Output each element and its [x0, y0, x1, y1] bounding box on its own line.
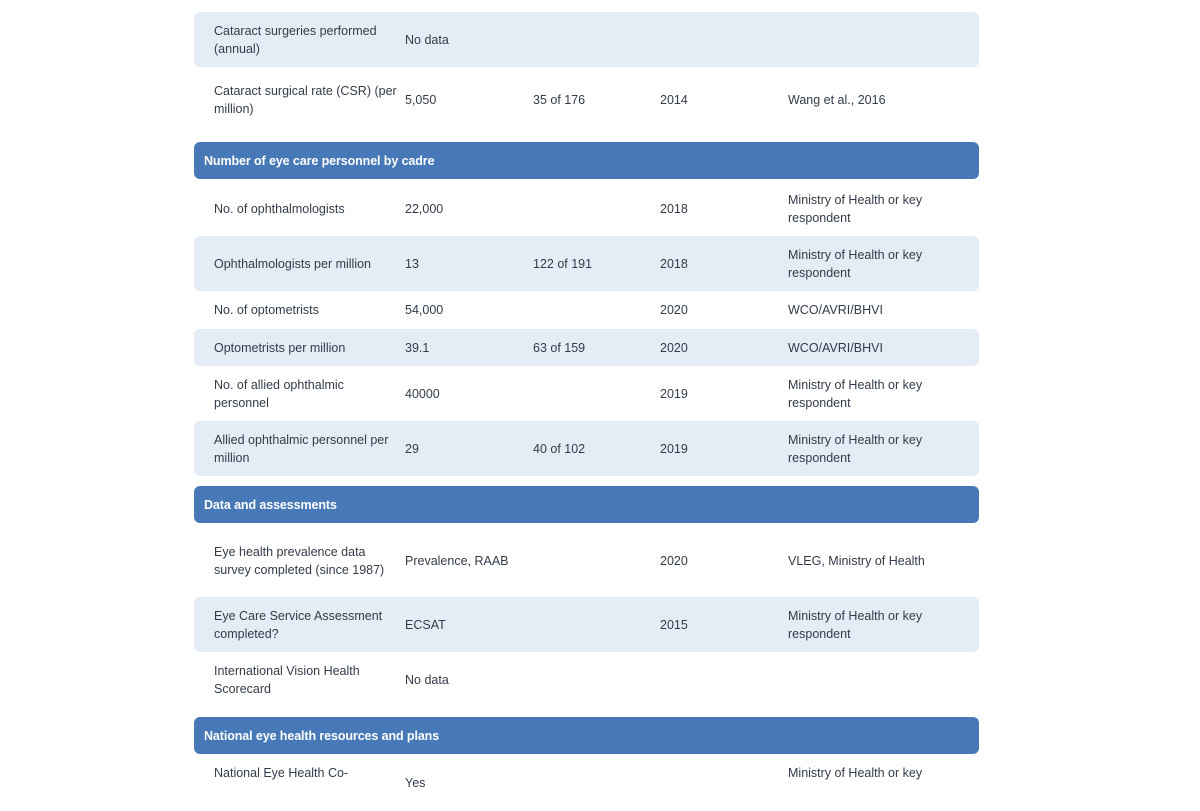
row-label: No. of allied ophthalmic personnel — [214, 377, 344, 410]
row-value: 22,000 — [405, 201, 444, 216]
row-year: 2015 — [660, 617, 688, 632]
row-value: 54,000 — [405, 303, 444, 317]
row-label: Eye health prevalence data survey completed (since 1987) — [214, 545, 385, 577]
table-row — [194, 12, 979, 67]
table-row — [194, 291, 979, 329]
table-row — [194, 652, 979, 707]
row-value: Prevalence, RAAB — [405, 554, 509, 568]
row-source: WCO/AVRI/BHVI — [788, 303, 883, 317]
row-source: Ministry of Health or key respondent — [788, 432, 923, 465]
row-value: 39.1 — [405, 340, 430, 355]
row-year: 2020 — [660, 554, 688, 568]
section-header-national-plans: National eye health resources and plans — [194, 717, 979, 754]
table-row — [194, 329, 979, 366]
row-year: 2019 — [660, 441, 688, 456]
eye-health-data-table — [194, 12, 979, 811]
row-rank: 40 of 102 — [533, 441, 586, 456]
row-label: National Eye Health Co- — [214, 766, 349, 780]
row-label: Optometrists per million — [214, 340, 346, 355]
row-label: Eye Care Service Assessment completed? — [214, 608, 383, 641]
row-source: Ministry of Health or key — [788, 766, 923, 780]
table-row — [194, 181, 979, 236]
row-label: No. of ophthalmologists — [214, 201, 345, 216]
row-year: 2018 — [660, 256, 688, 271]
row-value: 5,050 — [405, 92, 437, 107]
section-header-data-assessments: Data and assessments — [194, 486, 979, 523]
table-row — [194, 236, 979, 291]
row-source: Ministry of Health or key respondent — [788, 247, 923, 280]
row-year: 2014 — [660, 92, 688, 107]
table-row — [194, 77, 979, 122]
row-source: VLEG, Ministry of Health — [788, 554, 925, 568]
row-value: 29 — [405, 441, 419, 456]
row-source: Ministry of Health or key respondent — [788, 192, 923, 225]
row-rank: 63 of 159 — [533, 340, 586, 355]
row-year: 2020 — [660, 303, 688, 317]
row-source: Ministry of Health or key respondent — [788, 377, 923, 410]
row-year: 2019 — [660, 386, 688, 401]
row-label: Allied ophthalmic personnel per million — [214, 432, 389, 465]
row-value: 40000 — [405, 386, 440, 401]
row-rank: 122 of 191 — [533, 256, 593, 271]
row-value: 13 — [405, 256, 419, 271]
row-value: No data — [405, 672, 449, 687]
row-label: Ophthalmologists per million — [214, 256, 372, 271]
row-value: No data — [405, 32, 449, 47]
row-source: WCO/AVRI/BHVI — [788, 340, 883, 355]
row-label: No. of optometrists — [214, 303, 319, 317]
section-header-personnel: Number of eye care personnel by cadre — [194, 142, 979, 179]
row-year: 2018 — [660, 201, 688, 216]
row-value: ECSAT — [405, 617, 446, 632]
table-row — [194, 525, 979, 597]
row-label: International Vision Health Scorecard — [214, 663, 360, 696]
row-source: Wang et al., 2016 — [788, 92, 886, 107]
row-label: Cataract surgeries performed (annual) — [214, 23, 377, 56]
table-row — [194, 597, 979, 652]
row-label: Cataract surgical rate (CSR) (per million) — [214, 83, 397, 116]
row-year: 2020 — [660, 340, 688, 355]
table-row — [194, 756, 979, 811]
row-value: Yes — [405, 776, 426, 790]
table-row — [194, 421, 979, 476]
table-row — [194, 366, 979, 421]
row-source: Ministry of Health or key respondent — [788, 608, 923, 641]
row-rank: 35 of 176 — [533, 92, 586, 107]
